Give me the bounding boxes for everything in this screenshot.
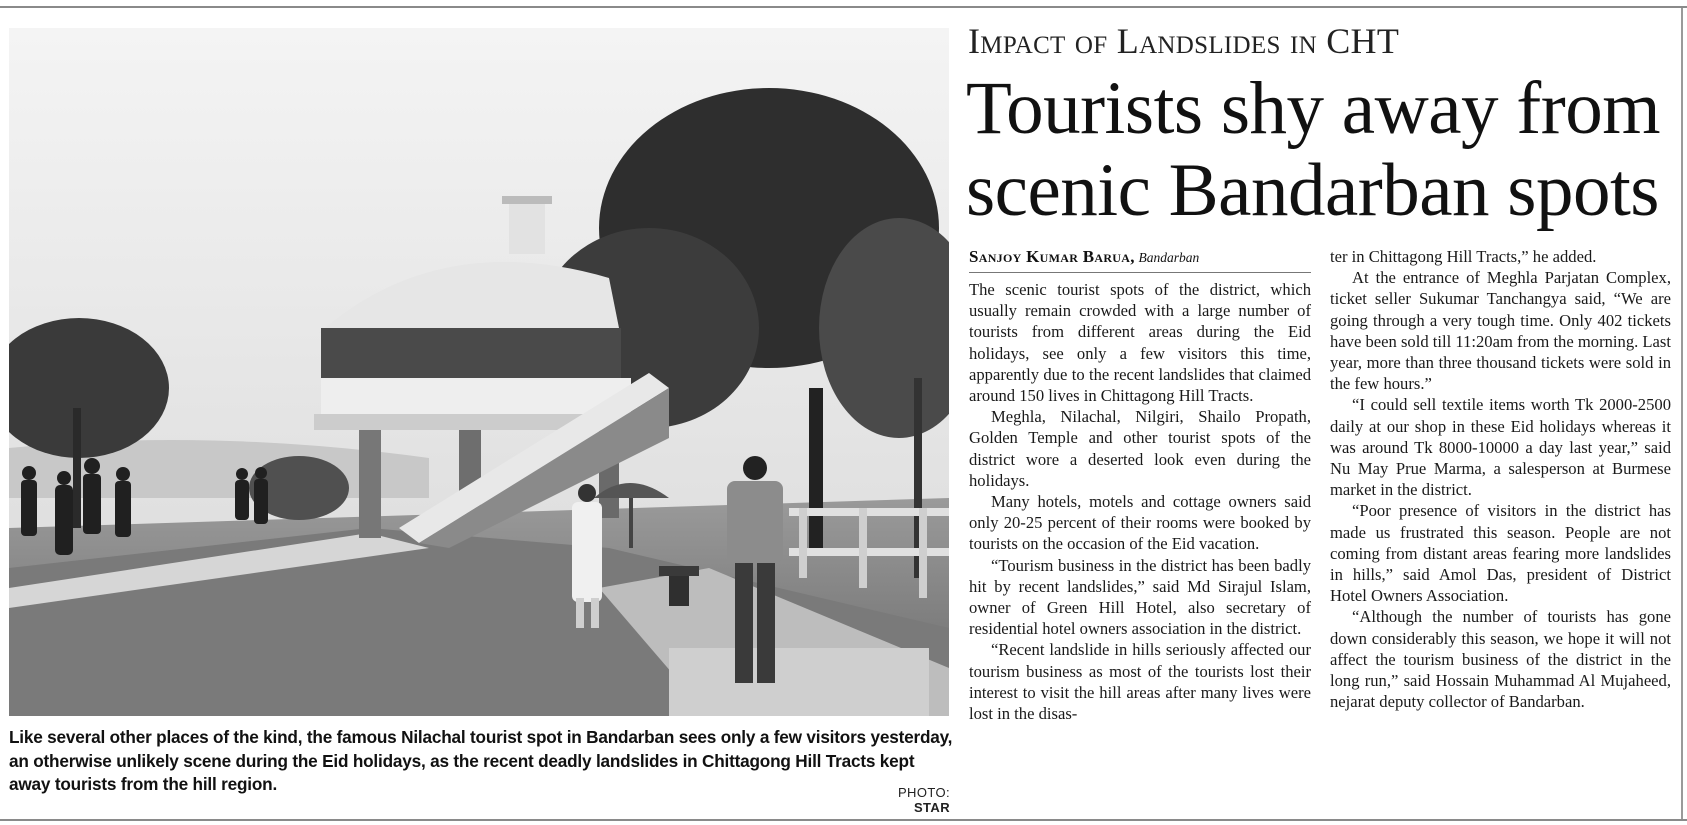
- photo-credit: [858, 785, 950, 815]
- byline: [969, 247, 1311, 273]
- paragraph: At the entrance of Meghla Parjatan Complex, ticket seller Sukumar Tanchangya said, “We are going through a very tough time. Only 402 tickets have been sold till 11:20am from the morning. Last year, more than three thousand tickets were sold in the few hours.”: [1330, 268, 1671, 394]
- paragraph: “Recent landslide in hills seriously affected our tourism business as most of the tourists lost their interest to visit the hill areas after many lives were lost in the disas-: [969, 640, 1311, 724]
- article-column-1: [969, 279, 1311, 724]
- paragraph: The scenic tourist spots of the district, which usually remain crowded with a large number of tourists from different areas during the Eid holidays, see only a few visitors this time, apparently due to the recent landslides that claimed around 150 lives in Chittagong Hill Tracts.: [969, 280, 1311, 406]
- headline-line-1: Tourists shy away from: [966, 67, 1661, 150]
- paragraph: “Poor presence of visitors in the district has made us frustrated this season. People are not coming from distant areas fearing more landslides in hills,” said Amol Das, president of District Hotel Owners Association.: [1330, 501, 1671, 606]
- paragraph: “I could sell textile items worth Tk 2000-2500 daily at our shop in these Eid holidays whereas it was around Tk 8000-10000 a day last year,” said Nu May Prue Marma, a salesperson at Burmese market in the district.: [1330, 395, 1671, 500]
- photo-caption: Like several other places of the kind, the famous Nilachal tourist spot in Bandarban sees only a few visitors yesterday, an otherwise unlikely scene during the Eid holidays, as the recent deadly landslides in Chittagong Hill Tracts kept away tourists from the hill region.: [9, 727, 953, 794]
- right-rule: [1681, 8, 1683, 819]
- paragraph: Many hotels, motels and cottage owners said only 20-25 percent of their rooms were booked by tourists on the occasion of the Eid vacation.: [969, 492, 1311, 554]
- photo-credit-source: STAR: [913, 800, 950, 815]
- headline: [966, 68, 1676, 232]
- paragraph: “Tourism business in the district has been badly hit by recent landslides,” said Md Sirajul Islam, owner of Green Hill Hotel, also secretary of residential hotel owners association in the district.: [969, 555, 1311, 639]
- paragraph: “Although the number of tourists has gone down considerably this season, we hope it will not affect the tourism business of the district in the long run,” said Hossain Muhammad Al Mujaheed, nejarat deputy collector of Bandarban.: [1330, 607, 1671, 712]
- byline-place: Bandarban: [1138, 250, 1200, 265]
- top-rule: [0, 6, 1687, 8]
- paragraph: Meghla, Nilachal, Nilgiri, Shailo Propath, Golden Temple and other tourist spots of the district wore a deserted look even during the holidays.: [969, 407, 1311, 490]
- photo-illustration: [9, 28, 949, 716]
- byline-name: Sanjoy Kumar Barua,: [969, 247, 1135, 266]
- kicker: Impact of Landslides in CHT: [968, 21, 1400, 61]
- headline-line-2: scenic Bandarban spots: [966, 149, 1659, 232]
- paragraph-continuation: ter in Chittagong Hill Tracts,” he added.: [1330, 247, 1597, 266]
- photo-credit-label: PHOTO:: [897, 785, 950, 800]
- news-photo: [9, 28, 949, 716]
- article-column-2: [1330, 246, 1671, 712]
- bottom-rule: [0, 819, 1687, 821]
